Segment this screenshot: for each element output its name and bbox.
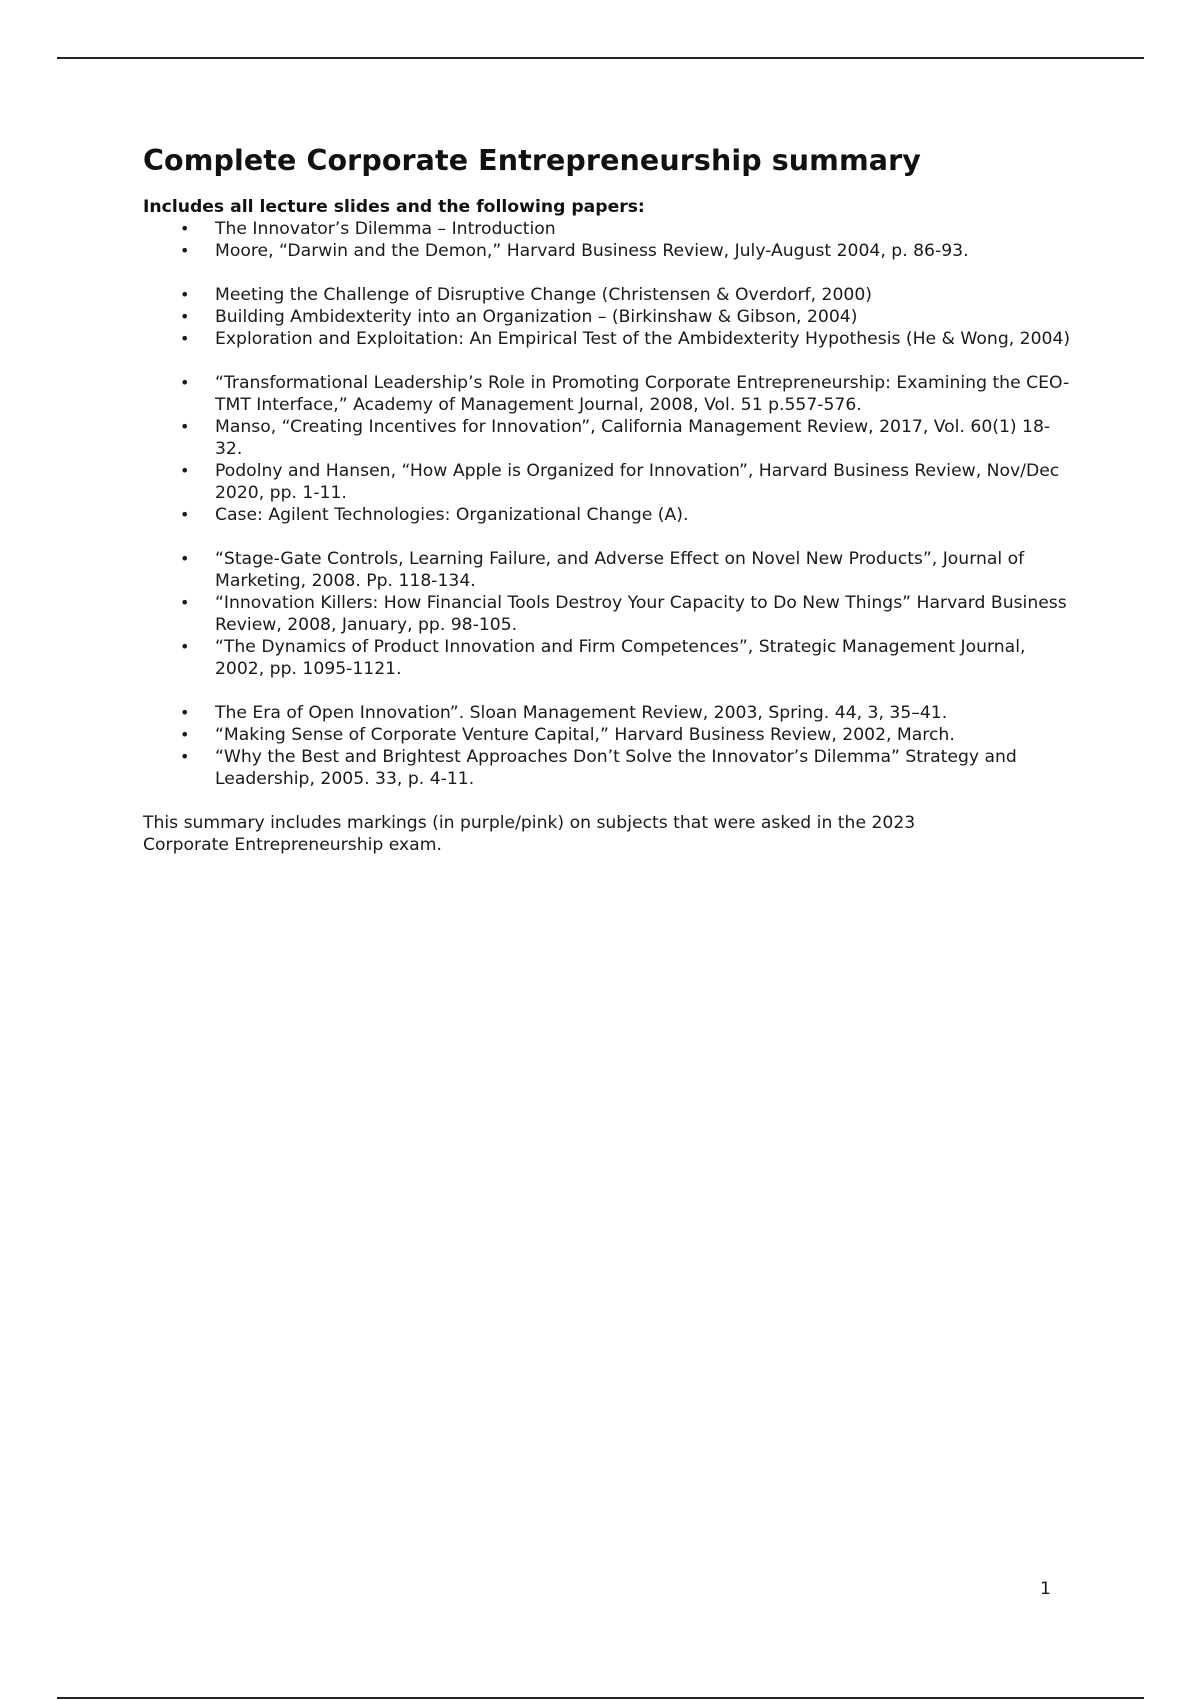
bullet-icon: • — [180, 725, 190, 744]
bullet-icon: • — [180, 373, 190, 392]
paper-group — [143, 372, 1073, 526]
bullet-icon: • — [180, 549, 190, 568]
bullet-icon: • — [180, 219, 190, 238]
bullet-icon: • — [180, 747, 190, 766]
bullet-icon: • — [180, 307, 190, 326]
paper-list-item — [143, 460, 1073, 504]
paper-list-item — [143, 416, 1073, 460]
bullet-icon: • — [180, 637, 190, 656]
paper-reference: “Transformational Leadership’s Role in Promoting Corporate Entrepreneurship: Examining the CEO-TMT Interface,” Academy of Management Journal, 2008, Vol. 51 p.557-576. — [215, 373, 1070, 415]
paper-list-item — [143, 240, 1073, 262]
bullet-icon: • — [180, 417, 190, 436]
paper-group — [143, 702, 1073, 790]
document-title: Complete Corporate Entrepreneurship summary — [143, 144, 921, 177]
bullet-icon: • — [180, 703, 190, 722]
closing-note: This summary includes markings (in purple/pink) on subjects that were asked in the 2023 Corporate Entrepreneurship exam. — [143, 813, 916, 855]
paper-reference: The Innovator’s Dilemma – Introduction — [215, 219, 556, 239]
paper-group — [143, 218, 1073, 262]
paper-list-item — [143, 636, 1073, 680]
paper-list-item — [143, 504, 1073, 526]
footer-rule — [57, 1697, 1144, 1699]
paper-list-item — [143, 284, 1073, 306]
paper-reference: Exploration and Exploitation: An Empirical Test of the Ambidexterity Hypothesis (He & Wong, 2004) — [215, 329, 1071, 349]
bullet-icon: • — [180, 329, 190, 348]
page-number: 1 — [1040, 1579, 1051, 1599]
paper-reference: “The Dynamics of Product Innovation and Firm Competences”, Strategic Management Journal, 2002, pp. 1095-1121. — [215, 637, 1026, 679]
paper-reference: Case: Agilent Technologies: Organizational Change (A). — [215, 505, 689, 525]
paper-reference: “Stage-Gate Controls, Learning Failure, and Adverse Effect on Novel New Products”, Journal of Marketing, 2008. Pp. 118-134. — [215, 549, 1025, 591]
paper-group — [143, 284, 1073, 350]
bullet-icon: • — [180, 505, 190, 524]
paper-list-item — [143, 218, 1073, 240]
bullet-icon: • — [180, 593, 190, 612]
paper-reference: “Making Sense of Corporate Venture Capital,” Harvard Business Review, 2002, March. — [215, 725, 955, 745]
paper-list-item — [143, 746, 1073, 790]
paper-list-item — [143, 702, 1073, 724]
paper-reference: Podolny and Hansen, “How Apple is Organized for Innovation”, Harvard Business Review, Nov/Dec 2020, pp. 1-11. — [215, 461, 1060, 503]
paper-list-item — [143, 724, 1073, 746]
paper-reference: Building Ambidexterity into an Organization – (Birkinshaw & Gibson, 2004) — [215, 307, 858, 327]
header-rule — [57, 57, 1144, 59]
paper-list-item — [143, 548, 1073, 592]
bullet-icon: • — [180, 241, 190, 260]
paper-reference: “Innovation Killers: How Financial Tools Destroy Your Capacity to Do New Things” Harvard Business Review, 2008, January, pp. 98-105. — [215, 593, 1067, 635]
papers-intro: Includes all lecture slides and the following papers: — [143, 197, 645, 217]
paper-list-item — [143, 306, 1073, 328]
paper-list-item — [143, 328, 1073, 350]
paper-reference: Meeting the Challenge of Disruptive Change (Christensen & Overdorf, 2000) — [215, 285, 872, 305]
paper-group — [143, 548, 1073, 680]
paper-list-item — [143, 592, 1073, 636]
bullet-icon: • — [180, 461, 190, 480]
paper-reference: The Era of Open Innovation”. Sloan Management Review, 2003, Spring. 44, 3, 35–41. — [215, 703, 948, 723]
paper-list-item — [143, 372, 1073, 416]
document-body — [143, 140, 1073, 856]
paper-reference: Manso, “Creating Incentives for Innovation”, California Management Review, 2017, Vol. 60(1) 18-32. — [215, 417, 1051, 459]
paper-list — [143, 218, 1073, 790]
bullet-icon: • — [180, 285, 190, 304]
paper-reference: “Why the Best and Brightest Approaches Don’t Solve the Innovator’s Dilemma” Strategy and Leadership, 2005. 33, p. 4-11. — [215, 747, 1017, 789]
paper-reference: Moore, “Darwin and the Demon,” Harvard Business Review, July-August 2004, p. 86-93. — [215, 241, 969, 261]
